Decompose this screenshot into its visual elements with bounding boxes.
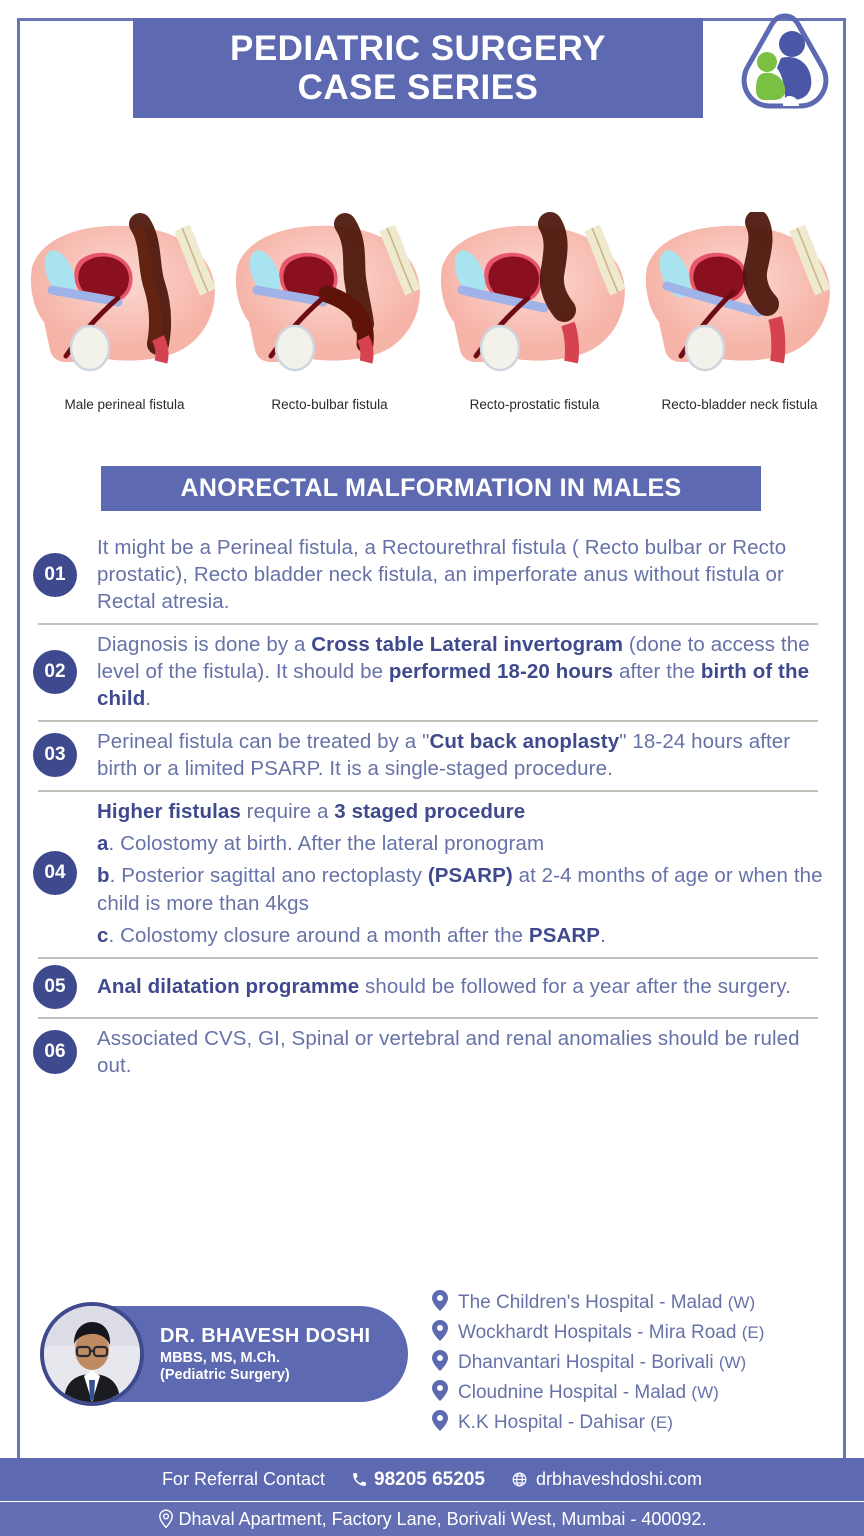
hospital-item (432, 1348, 832, 1378)
list-item (33, 722, 823, 790)
section-title: ANORECTAL MALFORMATION IN MALES (180, 474, 682, 502)
list-item-text: Diagnosis is done by a Cross table Lateral invertogram (done to access the level of the fistula). It should be performed 18-20 hours after the birth of the child. (97, 633, 810, 711)
website-link[interactable]: drbhaveshdoshi.com (535, 1469, 703, 1489)
location-pin-icon (432, 1320, 452, 1346)
footer-contact-bar (0, 1458, 864, 1501)
illustration-cell (227, 212, 432, 412)
hospital-name: The Children's Hospital - Malad (W) (458, 1292, 756, 1313)
hospital-name: Dhanvantari Hospital - Borivali (W) (458, 1352, 747, 1373)
list-item (33, 528, 823, 623)
list-item-text: Anal dilatation programme should be followed for a year after the surgery. (97, 975, 792, 999)
key-points-list (33, 528, 823, 1087)
section-banner (101, 466, 761, 511)
hospital-list (432, 1288, 832, 1438)
recto-bulbar-fistula-diagram (227, 212, 432, 387)
list-item-text: It might be a Perineal fistula, a Rectourethral fistula ( Recto bulbar or Recto prostatic), Recto bladder neck fistula, an imperforate anus without fistula or Rectal atresia. (97, 536, 787, 614)
recto-bladder-neck-fistula-diagram (637, 212, 842, 387)
illustration-cell (637, 212, 842, 412)
title-line-1: PEDIATRIC SURGERY (229, 28, 607, 68)
phone-number[interactable]: 98205 65205 (374, 1468, 485, 1490)
list-item (33, 959, 823, 1017)
illustration-caption: Recto-bulbar fistula (271, 397, 388, 412)
doctor-degrees: MBBS, MS, M.Ch. (160, 1350, 281, 1366)
location-pin-icon (432, 1380, 452, 1406)
hospital-item (432, 1288, 832, 1318)
hospital-name: Cloudnine Hospital - Malad (W) (458, 1382, 719, 1403)
list-item-number: 04 (33, 851, 77, 895)
referral-label: For Referral Contact (161, 1469, 325, 1489)
hospital-item (432, 1318, 832, 1348)
fistula-illustration-strip (22, 212, 842, 412)
doctor-info (160, 1325, 370, 1383)
clinic-address: Dhaval Apartment, Factory Lane, Borivali West, Mumbai - 400092. (178, 1508, 707, 1529)
list-item-text: Higher fistulas require a 3 staged procedure a. Colostomy at birth. After the lateral pronogram b. Posterior sagittal ano rectoplasty (PSARP) at 2-4 months of age or when the child is more than 4kgs c. Colostomy closure around a month after the PSARP. (97, 800, 823, 947)
illustration-caption: Recto-prostatic fistula (469, 397, 600, 412)
globe-icon (511, 1471, 528, 1488)
location-pin-icon (432, 1410, 452, 1436)
hospital-item (432, 1378, 832, 1408)
location-pin-outline-icon (158, 1509, 174, 1529)
hospital-name: K.K Hospital - Dahisar (E) (458, 1412, 673, 1433)
doctor-name: DR. BHAVESH DOSHI (160, 1325, 371, 1347)
list-item-text: Associated CVS, GI, Spinal or vertebral and renal anomalies should be ruled out. (97, 1026, 800, 1077)
title-banner (133, 18, 703, 118)
illustration-caption: Male perineal fistula (64, 397, 185, 412)
doctor-specialty: (Pediatric Surgery) (160, 1367, 290, 1383)
illustration-cell (432, 212, 637, 412)
hospital-item (432, 1408, 832, 1438)
recto-prostatic-fistula-diagram (432, 212, 637, 387)
mother-and-child-logo-icon (737, 10, 833, 122)
hospital-name: Wockhardt Hospitals - Mira Road (E) (458, 1322, 765, 1343)
header (0, 0, 864, 135)
list-item-number: 05 (33, 965, 77, 1009)
footer-address-bar (0, 1502, 864, 1536)
list-item-number: 02 (33, 650, 77, 694)
location-pin-icon (432, 1290, 452, 1316)
list-item-number: 06 (33, 1030, 77, 1074)
doctor-portrait-avatar (40, 1302, 144, 1406)
list-item (33, 792, 823, 956)
list-item-number: 03 (33, 733, 77, 777)
illustration-cell (22, 212, 227, 412)
title-line-2: CASE SERIES (297, 68, 539, 107)
list-item (33, 1019, 823, 1087)
doctor-card (44, 1306, 408, 1402)
list-item-number: 01 (33, 553, 77, 597)
male-perineal-fistula-diagram (22, 212, 227, 387)
illustration-caption: Recto-bladder neck fistula (661, 397, 818, 412)
list-item-text: Perineal fistula can be treated by a "Cut back anoplasty" 18-24 hours after birth or a limited PSARP. It is a single-staged procedure. (97, 730, 791, 781)
page-title (230, 29, 606, 107)
phone-icon (351, 1471, 368, 1488)
location-pin-icon (432, 1350, 452, 1376)
list-item (33, 625, 823, 720)
